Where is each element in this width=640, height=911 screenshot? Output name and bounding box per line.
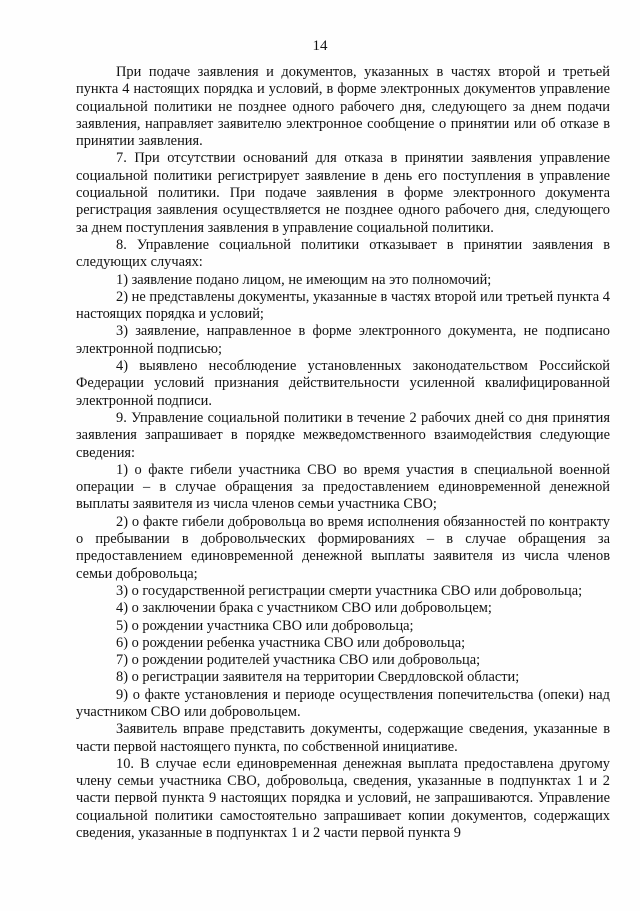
- request-item-5: 5) о рождении участника СВО или добровольца;: [116, 617, 414, 634]
- refusal-item-4: 4) выявлено несоблюдение установленных законодательством Российской Федерации условий признания действительности усиленной квалифицированной электронной подписи.: [76, 358, 610, 409]
- paragraph-10-other-family-member: 10. В случае если единовременная денежная выплата предоставлена другому члену семьи участника СВО, добровольца, сведения, указанные в подпунктах 1 и 2 части первой пункта 9 настоящих порядка и условий, не запрашиваются. Управление социальной политики самостоятельно запрашивает копии документов, содержащих сведения, указанные в подпунктах 1 и 2 части первой пункта 9: [76, 755, 610, 842]
- request-item-3: 3) о государственной регистрации смерти участника СВО или добровольца;: [116, 582, 583, 599]
- refusal-item-3: 3) заявление, направленное в форме электронного документа, не подписано электронной подписью;: [76, 323, 610, 357]
- paragraph-7-registration: 7. При отсутствии оснований для отказа в принятии заявления управление социальной политики регистрирует заявление в день его поступления в управление социальной политики. При подаче заявления в форме электронного документа регистрация заявления осуществляется не позднее одного рабочего дня, следующего за днем поступления заявления в управление социальной политики.: [76, 150, 610, 236]
- request-item-8: 8) о регистрации заявителя на территории Свердловской области;: [116, 669, 520, 686]
- request-item-1: 1) о факте гибели участника СВО во время участия в специальной военной операции – в случае обращения за предоставлением единовременной денежной выплаты заявителя из числа членов семьи участника СВО;: [76, 461, 610, 513]
- paragraph-electronic-notice: При подаче заявления и документов, указанных в частях второй и третьей пункта 4 настоящих порядка и условий, в форме электронных документов управление социальной политики не позднее одного рабочего дня, следующего за днем подачи заявления, направляет заявителю электронное сообщение о принятии или об отказе в принятии заявления.: [76, 64, 610, 150]
- request-item-6: 6) о рождении ребенка участника СВО или добровольца;: [116, 634, 466, 651]
- request-item-2: 2) о факте гибели добровольца во время исполнения обязанностей по контракту о пребывании в добровольческих формированиях – в случае обращения за предоставлением единовременной денежной выплаты заявителя из числа членов семьи добровольца;: [76, 513, 610, 582]
- paragraph-applicant-initiative: Заявитель вправе представить документы, содержащие сведения, указанные в части первой настоящего пункта, по собственной инициативе.: [76, 721, 610, 755]
- refusal-item-1: 1) заявление подано лицом, не имеющим на это полномочий;: [116, 271, 492, 288]
- paragraph-8-refusal: 8. Управление социальной политики отказывает в принятии заявления в следующих случаях:: [76, 236, 610, 271]
- page-number: 14: [312, 38, 328, 54]
- request-item-4: 4) о заключении брака с участником СВО или добровольцем;: [116, 600, 492, 617]
- request-item-7: 7) о рождении родителей участника СВО или добровольца;: [116, 652, 481, 669]
- paragraph-9-requests: 9. Управление социальной политики в течение 2 рабочих дней со дня принятия заявления запрашивает в порядке межведомственного взаимодействия следующие сведения:: [76, 409, 610, 461]
- request-item-9: 9) о факте установления и периоде осуществления попечительства (опеки) над участником СВО или добровольцем.: [76, 686, 610, 720]
- document-body: [76, 64, 610, 842]
- refusal-item-2: 2) не представлены документы, указанные в частях второй или третьей пункта 4 настоящих порядка и условий;: [76, 288, 610, 323]
